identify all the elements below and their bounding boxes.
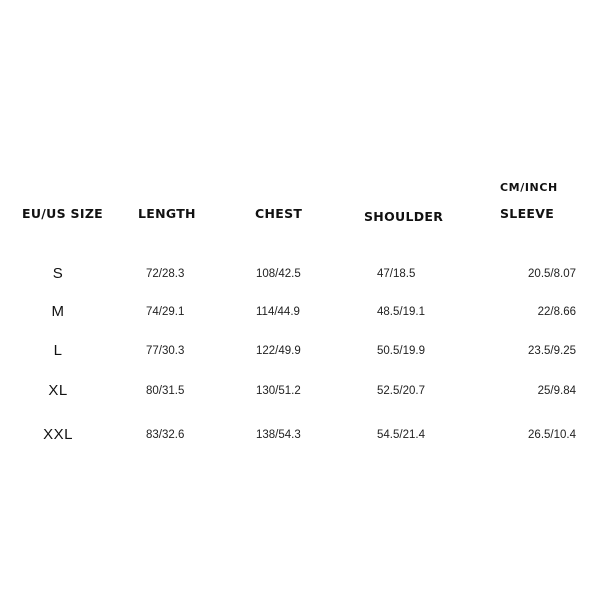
length-cell: 74/29.1	[146, 306, 185, 318]
size-row-s	[0, 265, 600, 285]
shoulder-cell: 48.5/19.1	[377, 306, 425, 318]
length-cell: 80/31.5	[146, 385, 185, 397]
size-row-xxl	[0, 426, 600, 446]
size-cell: M	[51, 303, 65, 320]
shoulder-cell: 47/18.5	[377, 268, 416, 280]
header-shoulder: SHOULDER	[364, 209, 444, 224]
length-cell: 77/30.3	[146, 345, 185, 357]
size-cell: XL	[48, 382, 68, 399]
chest-cell: 108/42.5	[256, 268, 301, 280]
size-row-m	[0, 303, 600, 323]
size-cell: L	[53, 342, 63, 359]
header-length: LENGTH	[138, 206, 196, 221]
length-cell: 83/32.6	[146, 429, 185, 441]
header-sleeve: SLEEVE	[500, 206, 555, 221]
sleeve-cell: 23.5/9.25	[528, 345, 576, 357]
shoulder-cell: 54.5/21.4	[377, 429, 425, 441]
shoulder-cell: 50.5/19.9	[377, 345, 425, 357]
chest-cell: 122/49.9	[256, 345, 301, 357]
sleeve-cell: 25/9.84	[537, 385, 576, 397]
header-size: EU/US SIZE	[22, 206, 104, 221]
chest-cell: 114/44.9	[256, 306, 300, 318]
sleeve-cell: 20.5/8.07	[528, 268, 576, 280]
size-cell: XXL	[43, 426, 73, 443]
shoulder-cell: 52.5/20.7	[377, 385, 425, 397]
unit-label: CM/INCH	[500, 181, 558, 194]
header-chest: CHEST	[255, 206, 303, 221]
chest-cell: 130/51.2	[256, 385, 301, 397]
length-cell: 72/28.3	[146, 268, 185, 280]
sleeve-cell: 22/8.66	[537, 306, 576, 318]
size-cell: S	[52, 265, 64, 282]
size-row-l	[0, 342, 600, 362]
sleeve-cell: 26.5/10.4	[528, 429, 576, 441]
size-row-xl	[0, 382, 600, 402]
chest-cell: 138/54.3	[256, 429, 301, 441]
